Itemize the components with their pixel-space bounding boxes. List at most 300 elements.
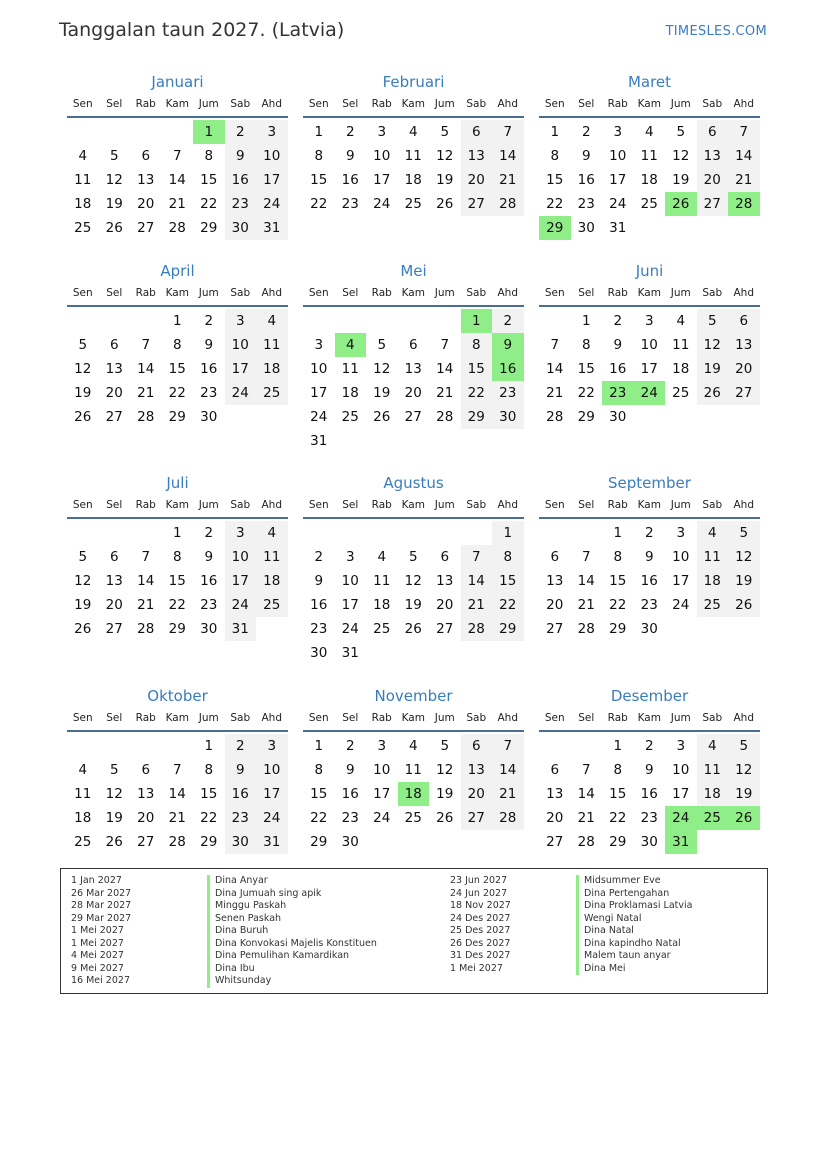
day-cell[interactable]: 5 bbox=[109, 762, 119, 778]
day-cell[interactable]: 26 bbox=[74, 409, 92, 425]
day-cell[interactable]: 10 bbox=[225, 545, 257, 569]
day-cell[interactable]: 19 bbox=[436, 786, 454, 802]
day-cell[interactable]: 3 bbox=[345, 549, 355, 565]
day-cell[interactable]: 12 bbox=[436, 762, 454, 778]
day-cell[interactable]: 10 bbox=[640, 337, 658, 353]
day-cell[interactable]: 29 bbox=[577, 409, 595, 425]
day-cell[interactable]: 3 bbox=[225, 521, 257, 545]
day-cell[interactable]: 18 bbox=[672, 361, 690, 377]
day-cell[interactable]: 10 bbox=[341, 573, 359, 589]
day-cell[interactable]: 29 bbox=[200, 834, 218, 850]
day-cell[interactable]: 15 bbox=[609, 786, 627, 802]
day-cell[interactable]: 24 bbox=[373, 810, 391, 826]
day-cell[interactable]: 20 bbox=[137, 810, 155, 826]
day-cell[interactable]: 18 bbox=[697, 782, 729, 806]
day-cell[interactable]: 24 bbox=[225, 381, 257, 405]
day-cell[interactable]: 29 bbox=[200, 220, 218, 236]
day-cell[interactable]: 20 bbox=[105, 385, 123, 401]
day-cell[interactable]: 28 bbox=[137, 621, 155, 637]
day-cell[interactable]: 30 bbox=[640, 621, 658, 637]
day-cell[interactable]: 15 bbox=[546, 172, 564, 188]
day-cell[interactable]: 9 bbox=[225, 144, 257, 168]
day-cell[interactable]: 25 bbox=[697, 593, 729, 617]
day-cell[interactable]: 13 bbox=[137, 786, 155, 802]
day-cell[interactable]: 18 bbox=[256, 357, 288, 381]
day-cell[interactable]: 11 bbox=[404, 148, 422, 164]
day-cell[interactable]: 24 bbox=[341, 621, 359, 637]
day-cell[interactable]: 17 bbox=[609, 172, 627, 188]
day-cell[interactable]: 24 bbox=[256, 192, 288, 216]
day-cell[interactable]: 23 bbox=[200, 597, 218, 613]
day-cell[interactable]: 24 bbox=[225, 593, 257, 617]
day-cell[interactable]: 26 bbox=[74, 621, 92, 637]
day-cell[interactable]: 30 bbox=[492, 405, 524, 429]
day-cell[interactable]: 20 bbox=[404, 385, 422, 401]
day-cell[interactable]: 30 bbox=[200, 409, 218, 425]
day-cell[interactable]: 18 bbox=[373, 597, 391, 613]
day-cell[interactable]: 1 bbox=[613, 525, 623, 541]
day-cell[interactable]: 30 bbox=[341, 834, 359, 850]
holiday-day-cell[interactable]: 31 bbox=[665, 830, 697, 854]
day-cell[interactable]: 1 bbox=[581, 313, 591, 329]
day-cell[interactable]: 28 bbox=[546, 409, 564, 425]
day-cell[interactable]: 28 bbox=[577, 621, 595, 637]
day-cell[interactable]: 19 bbox=[672, 172, 690, 188]
day-cell[interactable]: 12 bbox=[672, 148, 690, 164]
day-cell[interactable]: 16 bbox=[200, 573, 218, 589]
day-cell[interactable]: 19 bbox=[105, 810, 123, 826]
day-cell[interactable]: 16 bbox=[640, 573, 658, 589]
day-cell[interactable]: 4 bbox=[408, 738, 418, 754]
day-cell[interactable]: 18 bbox=[74, 196, 92, 212]
day-cell[interactable]: 18 bbox=[341, 385, 359, 401]
day-cell[interactable]: 27 bbox=[137, 834, 155, 850]
day-cell[interactable]: 13 bbox=[697, 144, 729, 168]
day-cell[interactable]: 9 bbox=[345, 148, 355, 164]
day-cell[interactable]: 25 bbox=[672, 385, 690, 401]
day-cell[interactable]: 17 bbox=[640, 361, 658, 377]
day-cell[interactable]: 25 bbox=[404, 196, 422, 212]
day-cell[interactable]: 5 bbox=[78, 549, 88, 565]
holiday-day-cell[interactable]: 18 bbox=[398, 782, 430, 806]
day-cell[interactable]: 11 bbox=[341, 361, 359, 377]
day-cell[interactable]: 21 bbox=[137, 597, 155, 613]
day-cell[interactable]: 2 bbox=[345, 738, 355, 754]
day-cell[interactable]: 10 bbox=[225, 333, 257, 357]
holiday-day-cell[interactable]: 23 bbox=[602, 381, 634, 405]
day-cell[interactable]: 21 bbox=[436, 385, 454, 401]
day-cell[interactable]: 21 bbox=[492, 782, 524, 806]
day-cell[interactable]: 23 bbox=[341, 810, 359, 826]
day-cell[interactable]: 16 bbox=[225, 782, 257, 806]
day-cell[interactable]: 31 bbox=[225, 617, 257, 641]
day-cell[interactable]: 23 bbox=[225, 192, 257, 216]
day-cell[interactable]: 28 bbox=[492, 806, 524, 830]
day-cell[interactable]: 14 bbox=[577, 573, 595, 589]
day-cell[interactable]: 5 bbox=[676, 124, 686, 140]
day-cell[interactable]: 29 bbox=[168, 409, 186, 425]
day-cell[interactable]: 22 bbox=[310, 810, 328, 826]
day-cell[interactable]: 21 bbox=[728, 168, 760, 192]
day-cell[interactable]: 19 bbox=[404, 597, 422, 613]
day-cell[interactable]: 13 bbox=[461, 144, 493, 168]
day-cell[interactable]: 31 bbox=[341, 645, 359, 661]
day-cell[interactable]: 17 bbox=[310, 385, 328, 401]
day-cell[interactable]: 7 bbox=[550, 337, 560, 353]
day-cell[interactable]: 31 bbox=[310, 433, 328, 449]
holiday-day-cell[interactable]: 1 bbox=[461, 309, 493, 333]
day-cell[interactable]: 15 bbox=[168, 361, 186, 377]
day-cell[interactable]: 11 bbox=[640, 148, 658, 164]
day-cell[interactable]: 26 bbox=[436, 810, 454, 826]
day-cell[interactable]: 2 bbox=[581, 124, 591, 140]
day-cell[interactable]: 22 bbox=[200, 196, 218, 212]
day-cell[interactable]: 19 bbox=[74, 385, 92, 401]
day-cell[interactable]: 27 bbox=[105, 621, 123, 637]
day-cell[interactable]: 6 bbox=[550, 762, 560, 778]
day-cell[interactable]: 2 bbox=[225, 734, 257, 758]
day-cell[interactable]: 5 bbox=[440, 738, 450, 754]
day-cell[interactable]: 20 bbox=[728, 357, 760, 381]
day-cell[interactable]: 11 bbox=[373, 573, 391, 589]
day-cell[interactable]: 19 bbox=[105, 196, 123, 212]
day-cell[interactable]: 1 bbox=[204, 738, 214, 754]
day-cell[interactable]: 12 bbox=[105, 786, 123, 802]
day-cell[interactable]: 10 bbox=[256, 758, 288, 782]
day-cell[interactable]: 21 bbox=[168, 810, 186, 826]
day-cell[interactable]: 23 bbox=[200, 385, 218, 401]
day-cell[interactable]: 7 bbox=[172, 762, 182, 778]
day-cell[interactable]: 3 bbox=[377, 738, 387, 754]
day-cell[interactable]: 9 bbox=[225, 758, 257, 782]
day-cell[interactable]: 28 bbox=[492, 192, 524, 216]
day-cell[interactable]: 20 bbox=[436, 597, 454, 613]
day-cell[interactable]: 21 bbox=[168, 196, 186, 212]
holiday-day-cell[interactable]: 9 bbox=[492, 333, 524, 357]
day-cell[interactable]: 4 bbox=[78, 762, 88, 778]
day-cell[interactable]: 17 bbox=[672, 786, 690, 802]
holiday-day-cell[interactable]: 24 bbox=[665, 806, 697, 830]
day-cell[interactable]: 9 bbox=[345, 762, 355, 778]
day-cell[interactable]: 24 bbox=[373, 196, 391, 212]
day-cell[interactable]: 29 bbox=[609, 621, 627, 637]
day-cell[interactable]: 7 bbox=[581, 762, 591, 778]
day-cell[interactable]: 13 bbox=[546, 786, 564, 802]
day-cell[interactable]: 8 bbox=[314, 148, 324, 164]
day-cell[interactable]: 4 bbox=[408, 124, 418, 140]
day-cell[interactable]: 19 bbox=[436, 172, 454, 188]
day-cell[interactable]: 20 bbox=[461, 782, 493, 806]
day-cell[interactable]: 28 bbox=[168, 834, 186, 850]
day-cell[interactable]: 29 bbox=[461, 405, 493, 429]
day-cell[interactable]: 16 bbox=[200, 361, 218, 377]
day-cell[interactable]: 28 bbox=[436, 409, 454, 425]
day-cell[interactable]: 27 bbox=[436, 621, 454, 637]
day-cell[interactable]: 23 bbox=[341, 196, 359, 212]
holiday-day-cell[interactable]: 1 bbox=[193, 120, 225, 144]
day-cell[interactable]: 27 bbox=[697, 192, 729, 216]
day-cell[interactable]: 14 bbox=[137, 573, 155, 589]
day-cell[interactable]: 9 bbox=[644, 762, 654, 778]
day-cell[interactable]: 25 bbox=[373, 621, 391, 637]
day-cell[interactable]: 17 bbox=[256, 782, 288, 806]
day-cell[interactable]: 9 bbox=[581, 148, 591, 164]
day-cell[interactable]: 17 bbox=[373, 786, 391, 802]
day-cell[interactable]: 26 bbox=[105, 834, 123, 850]
day-cell[interactable]: 5 bbox=[78, 337, 88, 353]
day-cell[interactable]: 19 bbox=[728, 782, 760, 806]
day-cell[interactable]: 2 bbox=[345, 124, 355, 140]
day-cell[interactable]: 6 bbox=[141, 762, 151, 778]
day-cell[interactable]: 1 bbox=[314, 738, 324, 754]
day-cell[interactable]: 11 bbox=[672, 337, 690, 353]
day-cell[interactable]: 15 bbox=[168, 573, 186, 589]
day-cell[interactable]: 3 bbox=[377, 124, 387, 140]
day-cell[interactable]: 16 bbox=[341, 172, 359, 188]
day-cell[interactable]: 15 bbox=[200, 172, 218, 188]
day-cell[interactable]: 6 bbox=[141, 148, 151, 164]
holiday-day-cell[interactable]: 29 bbox=[539, 216, 571, 240]
day-cell[interactable]: 10 bbox=[672, 549, 690, 565]
day-cell[interactable]: 4 bbox=[256, 309, 288, 333]
day-cell[interactable]: 16 bbox=[341, 786, 359, 802]
day-cell[interactable]: 25 bbox=[74, 834, 92, 850]
day-cell[interactable]: 12 bbox=[373, 361, 391, 377]
day-cell[interactable]: 22 bbox=[609, 597, 627, 613]
day-cell[interactable]: 3 bbox=[676, 738, 686, 754]
holiday-day-cell[interactable]: 25 bbox=[697, 806, 729, 830]
day-cell[interactable]: 9 bbox=[314, 573, 324, 589]
day-cell[interactable]: 26 bbox=[436, 196, 454, 212]
day-cell[interactable]: 22 bbox=[168, 597, 186, 613]
day-cell[interactable]: 8 bbox=[613, 762, 623, 778]
day-cell[interactable]: 6 bbox=[461, 120, 493, 144]
day-cell[interactable]: 4 bbox=[377, 549, 387, 565]
day-cell[interactable]: 10 bbox=[609, 148, 627, 164]
day-cell[interactable]: 8 bbox=[204, 148, 214, 164]
day-cell[interactable]: 27 bbox=[461, 806, 493, 830]
day-cell[interactable]: 11 bbox=[74, 172, 92, 188]
day-cell[interactable]: 6 bbox=[697, 120, 729, 144]
day-cell[interactable]: 3 bbox=[613, 124, 623, 140]
day-cell[interactable]: 21 bbox=[577, 597, 595, 613]
day-cell[interactable]: 2 bbox=[492, 309, 524, 333]
day-cell[interactable]: 11 bbox=[256, 545, 288, 569]
day-cell[interactable]: 30 bbox=[310, 645, 328, 661]
day-cell[interactable]: 13 bbox=[436, 573, 454, 589]
day-cell[interactable]: 17 bbox=[341, 597, 359, 613]
day-cell[interactable]: 30 bbox=[577, 220, 595, 236]
day-cell[interactable]: 3 bbox=[644, 313, 654, 329]
day-cell[interactable]: 4 bbox=[256, 521, 288, 545]
day-cell[interactable]: 3 bbox=[256, 120, 288, 144]
day-cell[interactable]: 11 bbox=[697, 758, 729, 782]
day-cell[interactable]: 9 bbox=[613, 337, 623, 353]
day-cell[interactable]: 31 bbox=[256, 216, 288, 240]
day-cell[interactable]: 29 bbox=[492, 617, 524, 641]
day-cell[interactable]: 8 bbox=[581, 337, 591, 353]
day-cell[interactable]: 27 bbox=[137, 220, 155, 236]
day-cell[interactable]: 25 bbox=[256, 593, 288, 617]
day-cell[interactable]: 29 bbox=[168, 621, 186, 637]
day-cell[interactable]: 12 bbox=[436, 148, 454, 164]
day-cell[interactable]: 19 bbox=[373, 385, 391, 401]
day-cell[interactable]: 5 bbox=[728, 734, 760, 758]
holiday-day-cell[interactable]: 26 bbox=[665, 192, 697, 216]
day-cell[interactable]: 19 bbox=[74, 597, 92, 613]
day-cell[interactable]: 14 bbox=[577, 786, 595, 802]
day-cell[interactable]: 22 bbox=[609, 810, 627, 826]
day-cell[interactable]: 14 bbox=[492, 758, 524, 782]
day-cell[interactable]: 24 bbox=[672, 597, 690, 613]
day-cell[interactable]: 26 bbox=[404, 621, 422, 637]
day-cell[interactable]: 12 bbox=[728, 758, 760, 782]
day-cell[interactable]: 12 bbox=[404, 573, 422, 589]
day-cell[interactable]: 2 bbox=[225, 120, 257, 144]
day-cell[interactable]: 15 bbox=[310, 172, 328, 188]
day-cell[interactable]: 24 bbox=[609, 196, 627, 212]
day-cell[interactable]: 27 bbox=[728, 381, 760, 405]
day-cell[interactable]: 10 bbox=[310, 361, 328, 377]
day-cell[interactable]: 22 bbox=[577, 385, 595, 401]
day-cell[interactable]: 12 bbox=[728, 545, 760, 569]
day-cell[interactable]: 16 bbox=[609, 361, 627, 377]
day-cell[interactable]: 12 bbox=[105, 172, 123, 188]
day-cell[interactable]: 15 bbox=[461, 357, 493, 381]
day-cell[interactable]: 5 bbox=[377, 337, 387, 353]
day-cell[interactable]: 19 bbox=[697, 357, 729, 381]
day-cell[interactable]: 26 bbox=[728, 593, 760, 617]
day-cell[interactable]: 20 bbox=[546, 810, 564, 826]
day-cell[interactable]: 7 bbox=[461, 545, 493, 569]
day-cell[interactable]: 18 bbox=[697, 569, 729, 593]
day-cell[interactable]: 28 bbox=[137, 409, 155, 425]
day-cell[interactable]: 8 bbox=[492, 545, 524, 569]
day-cell[interactable]: 1 bbox=[492, 521, 524, 545]
day-cell[interactable]: 25 bbox=[74, 220, 92, 236]
day-cell[interactable]: 16 bbox=[310, 597, 328, 613]
day-cell[interactable]: 18 bbox=[640, 172, 658, 188]
day-cell[interactable]: 2 bbox=[314, 549, 324, 565]
day-cell[interactable]: 17 bbox=[225, 357, 257, 381]
day-cell[interactable]: 20 bbox=[546, 597, 564, 613]
day-cell[interactable]: 19 bbox=[728, 569, 760, 593]
day-cell[interactable]: 7 bbox=[492, 120, 524, 144]
day-cell[interactable]: 16 bbox=[640, 786, 658, 802]
day-cell[interactable]: 9 bbox=[644, 549, 654, 565]
day-cell[interactable]: 6 bbox=[461, 734, 493, 758]
day-cell[interactable]: 22 bbox=[492, 593, 524, 617]
day-cell[interactable]: 7 bbox=[141, 337, 151, 353]
day-cell[interactable]: 2 bbox=[644, 525, 654, 541]
day-cell[interactable]: 22 bbox=[200, 810, 218, 826]
day-cell[interactable]: 23 bbox=[640, 810, 658, 826]
brand-link[interactable]: TIMESLES.COM bbox=[665, 24, 767, 39]
day-cell[interactable]: 4 bbox=[644, 124, 654, 140]
day-cell[interactable]: 9 bbox=[204, 337, 214, 353]
day-cell[interactable]: 17 bbox=[373, 172, 391, 188]
day-cell[interactable]: 21 bbox=[461, 593, 493, 617]
day-cell[interactable]: 15 bbox=[310, 786, 328, 802]
day-cell[interactable]: 8 bbox=[172, 337, 182, 353]
day-cell[interactable]: 7 bbox=[581, 549, 591, 565]
day-cell[interactable]: 3 bbox=[676, 525, 686, 541]
day-cell[interactable]: 15 bbox=[492, 569, 524, 593]
day-cell[interactable]: 14 bbox=[492, 144, 524, 168]
day-cell[interactable]: 26 bbox=[373, 409, 391, 425]
day-cell[interactable]: 22 bbox=[461, 381, 493, 405]
day-cell[interactable]: 13 bbox=[728, 333, 760, 357]
day-cell[interactable]: 17 bbox=[256, 168, 288, 192]
day-cell[interactable]: 1 bbox=[314, 124, 324, 140]
day-cell[interactable]: 5 bbox=[728, 521, 760, 545]
day-cell[interactable]: 7 bbox=[492, 734, 524, 758]
day-cell[interactable]: 14 bbox=[546, 361, 564, 377]
day-cell[interactable]: 18 bbox=[256, 569, 288, 593]
day-cell[interactable]: 11 bbox=[697, 545, 729, 569]
day-cell[interactable]: 6 bbox=[440, 549, 450, 565]
day-cell[interactable]: 13 bbox=[404, 361, 422, 377]
day-cell[interactable]: 5 bbox=[109, 148, 119, 164]
day-cell[interactable]: 25 bbox=[256, 381, 288, 405]
day-cell[interactable]: 6 bbox=[550, 549, 560, 565]
day-cell[interactable]: 8 bbox=[204, 762, 214, 778]
day-cell[interactable]: 10 bbox=[672, 762, 690, 778]
day-cell[interactable]: 14 bbox=[168, 786, 186, 802]
day-cell[interactable]: 13 bbox=[105, 361, 123, 377]
day-cell[interactable]: 16 bbox=[225, 168, 257, 192]
day-cell[interactable]: 9 bbox=[204, 549, 214, 565]
day-cell[interactable]: 15 bbox=[577, 361, 595, 377]
day-cell[interactable]: 7 bbox=[172, 148, 182, 164]
day-cell[interactable]: 15 bbox=[609, 573, 627, 589]
day-cell[interactable]: 10 bbox=[256, 144, 288, 168]
day-cell[interactable]: 31 bbox=[256, 830, 288, 854]
day-cell[interactable]: 6 bbox=[109, 549, 119, 565]
day-cell[interactable]: 22 bbox=[168, 385, 186, 401]
day-cell[interactable]: 21 bbox=[577, 810, 595, 826]
day-cell[interactable]: 8 bbox=[613, 549, 623, 565]
day-cell[interactable]: 31 bbox=[609, 220, 627, 236]
day-cell[interactable]: 10 bbox=[373, 762, 391, 778]
day-cell[interactable]: 5 bbox=[440, 124, 450, 140]
day-cell[interactable]: 5 bbox=[697, 309, 729, 333]
day-cell[interactable]: 4 bbox=[697, 521, 729, 545]
day-cell[interactable]: 25 bbox=[341, 409, 359, 425]
day-cell[interactable]: 5 bbox=[408, 549, 418, 565]
day-cell[interactable]: 27 bbox=[404, 409, 422, 425]
holiday-day-cell[interactable]: 24 bbox=[634, 381, 666, 405]
day-cell[interactable]: 2 bbox=[613, 313, 623, 329]
day-cell[interactable]: 30 bbox=[225, 216, 257, 240]
day-cell[interactable]: 4 bbox=[697, 734, 729, 758]
day-cell[interactable]: 23 bbox=[310, 621, 328, 637]
day-cell[interactable]: 30 bbox=[640, 834, 658, 850]
day-cell[interactable]: 30 bbox=[225, 830, 257, 854]
day-cell[interactable]: 24 bbox=[310, 409, 328, 425]
day-cell[interactable]: 21 bbox=[492, 168, 524, 192]
day-cell[interactable]: 14 bbox=[168, 172, 186, 188]
day-cell[interactable]: 8 bbox=[314, 762, 324, 778]
day-cell[interactable]: 22 bbox=[546, 196, 564, 212]
day-cell[interactable]: 23 bbox=[492, 381, 524, 405]
day-cell[interactable]: 2 bbox=[644, 738, 654, 754]
day-cell[interactable]: 25 bbox=[640, 196, 658, 212]
day-cell[interactable]: 27 bbox=[461, 192, 493, 216]
day-cell[interactable]: 29 bbox=[609, 834, 627, 850]
day-cell[interactable]: 29 bbox=[310, 834, 328, 850]
day-cell[interactable]: 23 bbox=[225, 806, 257, 830]
